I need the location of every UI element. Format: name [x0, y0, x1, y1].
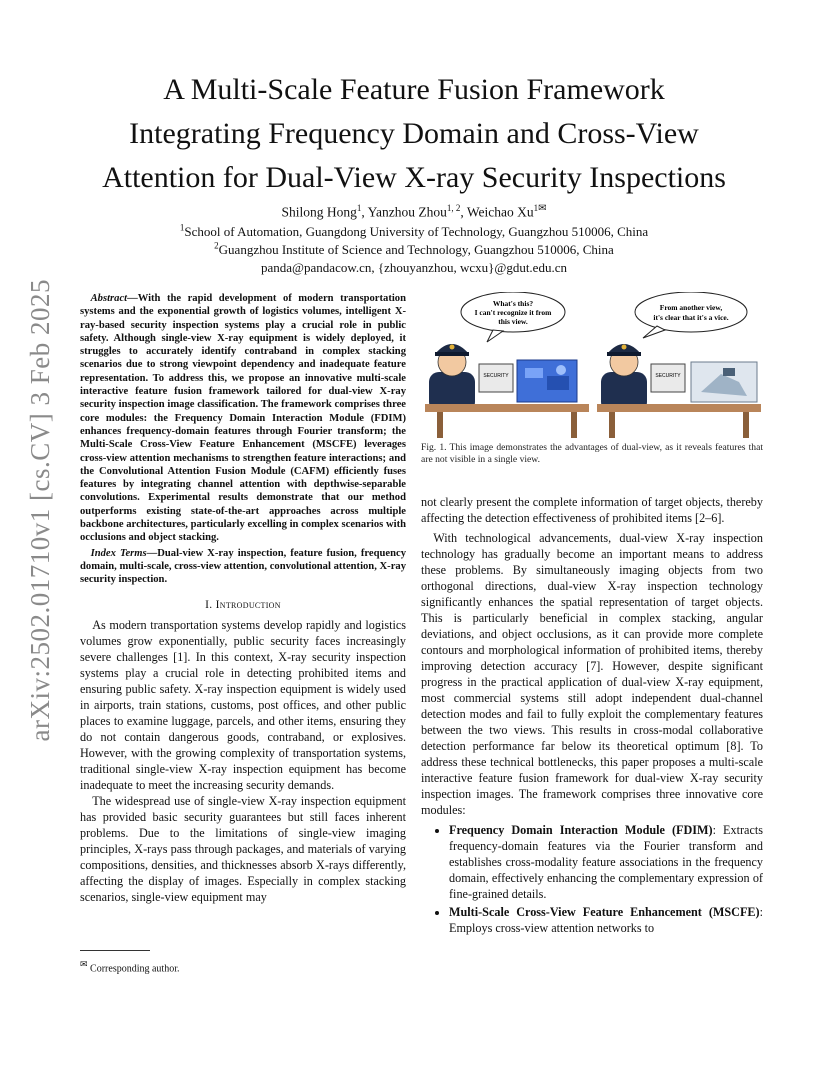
title-line-1: A Multi-Scale Feature Fusion Framework: [163, 73, 665, 106]
section-heading-introduction: I. Introduction: [205, 598, 281, 611]
paper-title: [60, 68, 768, 200]
figure-1: [421, 292, 763, 442]
envelope-icon: ✉: [538, 203, 547, 214]
right-paragraph-1: not clearly present the complete information of target objects, thereby affecting the detection effectiveness of prohibited items [2–6].: [421, 495, 763, 525]
desk-left: [425, 404, 589, 412]
bubble-left-line-3: this view.: [498, 317, 528, 326]
bullet-1-title: Frequency Domain Interaction Module (FDIM): [449, 823, 713, 837]
bubble-right-line-2: it's clear that it's a vice.: [653, 313, 729, 322]
title-line-3: Attention for Dual-View X-ray Security Inspections: [102, 161, 726, 194]
list-item: [449, 904, 763, 936]
footnote: [80, 958, 406, 975]
intro-paragraph-1: As modern transportation systems develop rapidly and logistics volumes grow exponentially, public security faces increasingly severe challenges [1]. In this context, X-ray security inspection systems play a crucial role in detecting prohibited items and ensuring public safety. X-ray inspection equipment is widely used in airports, train stations, customs, post offices, and other public places to examine luggage, parcels, and other items, ensuring they do not contain dangerous goods, contraband, or explosives. However, with the growing complexity of transportation systems, traditional single-view X-ray inspection equipment has become inadequate to meet the increasing security demands.: [80, 617, 406, 792]
right-scene: [597, 292, 761, 438]
footnote-divider: [80, 950, 150, 951]
speech-bubble-right: [635, 292, 747, 332]
index-terms-text: —Dual-view X-ray inspection, feature fusion, frequency domain, multi-scale, cross-view attention, convolutional attention, X-ray security inspection.: [80, 547, 406, 586]
index-terms: [80, 547, 406, 587]
figure-1-caption: Fig. 1. This image demonstrates the advantages of dual-view, as it reveals features that are not visible in a single view.: [421, 442, 763, 465]
footnote-text: Corresponding author.: [90, 963, 180, 975]
title-line-2: Integrating Frequency Domain and Cross-View: [129, 117, 699, 150]
list-item: [449, 822, 763, 902]
abstract-label: Abstract: [90, 293, 128, 304]
right-paragraph-2: With technological advancements, dual-view X-ray inspection technology has gradually become an important means to address these problems. By simultaneously imaging objects from two orthogonal directions, dual-view X-ray inspection technology significantly enhances the spatial representation of target objects. This is particularly beneficial in complex stacking, angular deviations, and object occlusions, as it can provide more complete contours and morphological information of prohibited items, thereby improving detection accuracy [7]. However, despite significant progress in the practical application of dual-view X-ray equipment, most commercial systems still adopt independent dual-channel detection modes and fail to fully exploit the complementary features between the two views. This results in cross-modal collaborative detection performance far below its theoretical optimum [8]. To address these technical bottlenecks, this paper proposes a multi-scale interactive feature fusion framework for dual-view X-ray security inspection images. The framework comprises three innovative core modules:: [421, 531, 763, 817]
bubble-left-line-2: I can't recognize it from: [474, 308, 552, 317]
author-block: [80, 200, 748, 277]
abstract-text: —With the rapid development of modern transportation systems and the exponential growth of logistics volumes, intelligent X-ray-based security inspection systems play a crucial role in public safety. Although single-view X-ray equipment is widely deployed, it struggles to accurately identify contraband in complex stacking scenarios due to strong viewpoint dependency and inadequate feature representation. To address this, we propose an innovative multi-scale interactive feature fusion framework tailored for dual-view X-ray security inspection image classification. The framework comprises three core modules: the Frequency Domain Interaction Module (FDIM) enhances frequency-domain features through Fourier transform; the Multi-Scale Cross-View Feature Enhancement (MSCFE) leverages cross-view attention mechanisms to strengthen feature interactions; and the Convolutional Attention Fusion Module (CAFM) efficiently fuses features by integrating channel attention with depthwise-separable convolutions. Experimental results demonstrate that our method outperforms existing state-of-the-art approaches across multiple backbone architectures, particularly excelling in complex scenarios with occlusions and object stacking.: [80, 293, 406, 544]
monitor-right-label: SECURITY: [655, 373, 681, 379]
left-scene: [425, 292, 589, 438]
bubble-right-line-1: From another view,: [659, 303, 723, 312]
figure-1-illustration: [421, 292, 763, 442]
intro-paragraph-2: The widespread use of single-view X-ray inspection equipment has provided basic security guarantees but still faces inherent problems. Due to the limitations of single-view imaging principles, X-rays pass through packages, and materials of varying compositions, densities, and thicknesses absorb X-rays differently, affecting the display of images. Especially in complex stacking scenarios, single-view equipment may: [80, 793, 406, 904]
contribution-list: [421, 822, 763, 936]
right-column: [421, 292, 763, 938]
bullet-2-text: : Employs cross-view attention networks to: [449, 905, 763, 935]
affiliation-1: $^1$School of Automation, Guangdong University of Technology, Guangzhou 510006, China: [179, 222, 649, 239]
index-terms-label: Index Terms: [90, 547, 147, 559]
affiliation-2: $^2$Guangzhou Institute of Science and Technology, Guangzhou 510006, China: [214, 240, 614, 257]
arxiv-stamp: [16, 278, 64, 742]
arxiv-id: arXiv:2502.01710v1 [cs.CV] 3 Feb 2025: [24, 278, 55, 742]
bubble-left-line-1: What's this?: [492, 299, 534, 308]
author-names: Shilong Hong$^1$, Yanzhou Zhou$^{1, 2}$, Weichao $Xu^{1✉}$: [281, 203, 547, 220]
abstract: [80, 292, 406, 545]
desk-right: [597, 404, 761, 412]
left-column: [80, 292, 406, 905]
monitor-left-label: SECURITY: [483, 373, 509, 379]
author-emails: panda@pandacow.cn, {zhouyanzhou, wcxu}@gdut.edu.cn: [261, 259, 567, 275]
envelope-icon: ✉: [80, 959, 88, 969]
bullet-2-title: Multi-Scale Cross-View Feature Enhancement (MSCFE): [449, 905, 760, 919]
bullet-1-text: : Extracts frequency-domain features via the Fourier transform and establishes cross-modality feature associations in the frequency domain, effectively enhancing the complementary expression of fine-grained details.: [449, 823, 763, 901]
